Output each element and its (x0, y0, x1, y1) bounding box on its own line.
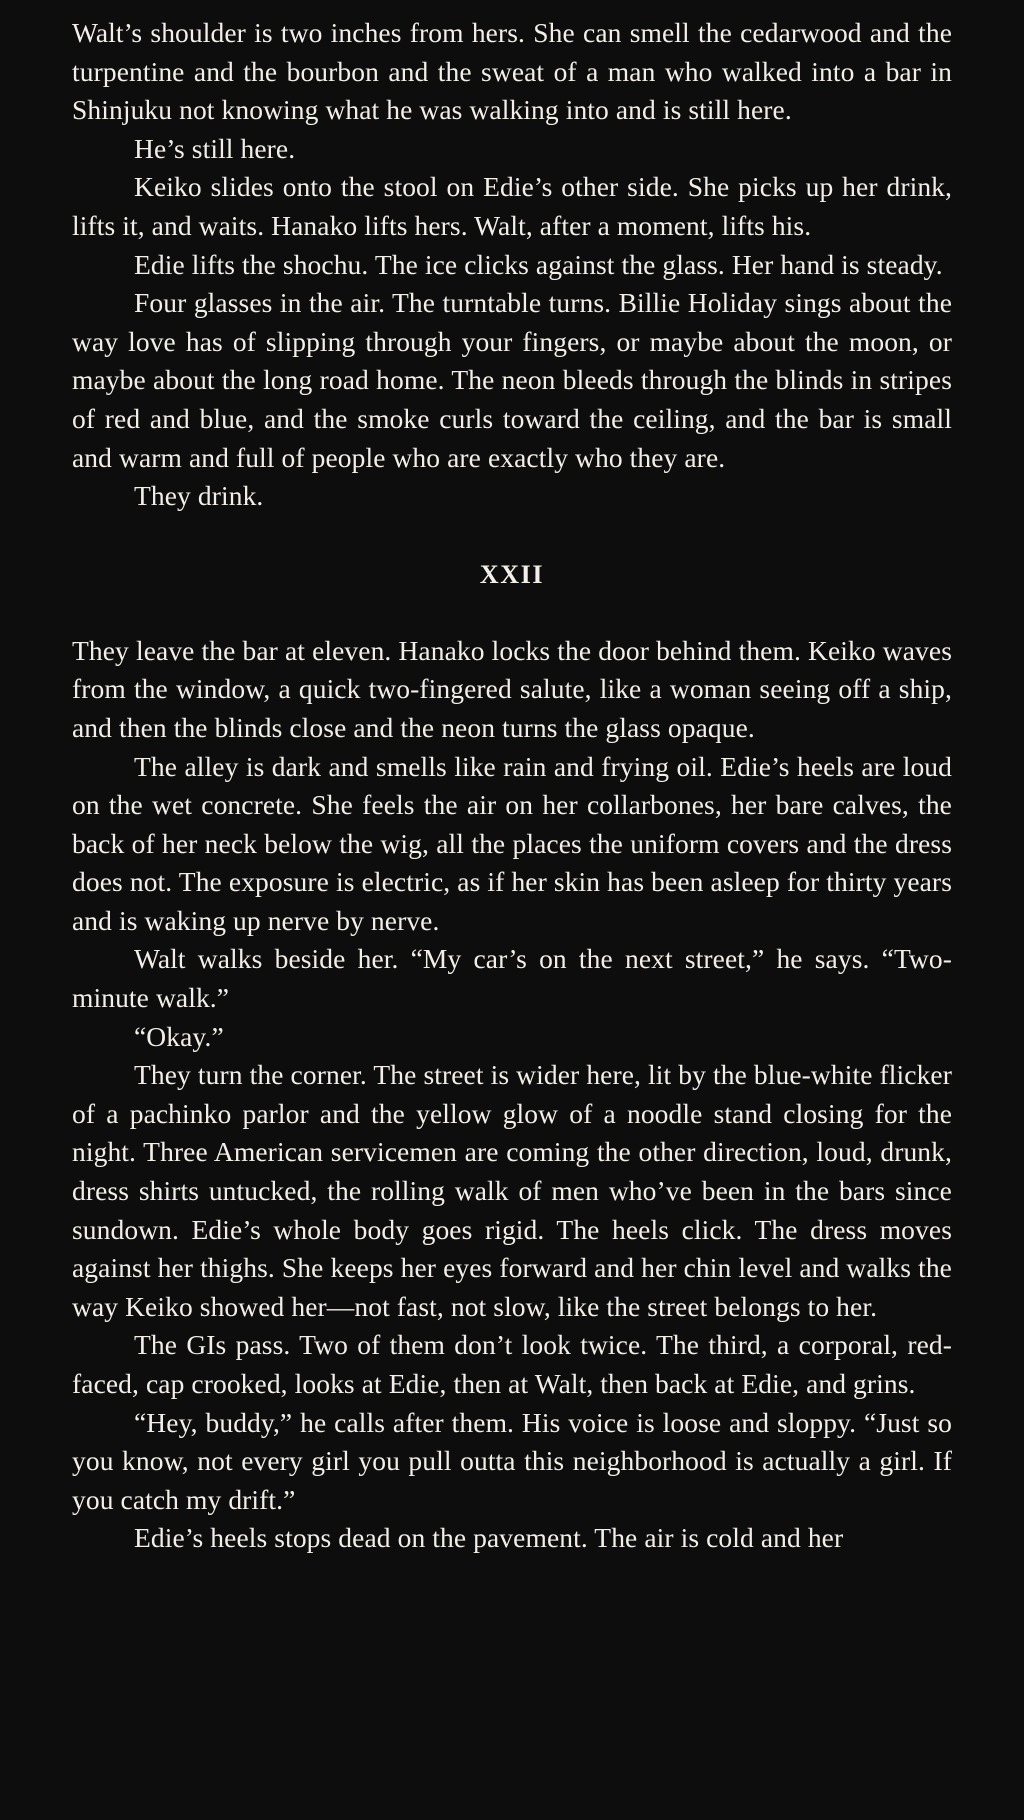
paragraph: Walt’s shoulder is two inches from hers. She can smell the cedarwood and the turpentine and the bourbon and the sweat of a man who walked into a bar in Shinjuku not knowing what he was walking into and is still here. (72, 17, 952, 126)
paragraph: Walt walks beside her. “My car’s on the next street,” he says. “Two-minute walk.” (72, 943, 952, 1014)
chapter-number-heading: XXII (479, 559, 545, 589)
section-two-body (72, 632, 952, 1558)
paragraph: “Hey, buddy,” he calls after them. His voice is loose and sloppy. “Just so you know, not every girl you pull outta this neighborhood is actually a girl. If you catch my drift.” (72, 1406, 952, 1515)
paragraph: Edie’s heels stops dead on the pavement. The air is cold and her (134, 1522, 844, 1554)
paragraph: They drink. (134, 480, 264, 512)
paragraph: The GIs pass. Two of them don’t look twice. The third, a corporal, red-faced, cap crooked, looks at Edie, then at Walt, then back at Edie, and grins. (72, 1329, 952, 1399)
paragraph: Edie lifts the shochu. The ice clicks against the glass. Her hand is steady. (134, 248, 943, 280)
paragraph: They leave the bar at eleven. Hanako locks the door behind them. Keiko waves from the window, a quick two-fingered salute, like a woman seeing off a ship, and then the blinds close and the neon turns the glass opaque. (72, 634, 952, 743)
section-one-body (72, 14, 952, 516)
paragraph: They turn the corner. The street is wider here, lit by the blue-white flicker of a pachinko parlor and the yellow glow of a noodle stand closing for the night. Three American servicemen are coming the other direction, loud, drunk, dress shirts untucked, the rolling walk of men who’ve been in the bars since sundown. Edie’s whole body goes rigid. The heels click. The dress moves against her thighs. She keeps her eyes forward and her chin level and walks the way Keiko showed her—not fast, not slow, like the street belongs to her. (72, 1059, 952, 1322)
paragraph: “Okay.” (134, 1020, 224, 1052)
paragraph: Keiko slides onto the stool on Edie’s other side. She picks up her drink, lifts it, and waits. Hanako lifts hers. Walt, after a moment, lifts his. (72, 171, 952, 241)
paragraph: He’s still here. (134, 132, 296, 164)
paragraph: The alley is dark and smells like rain and frying oil. Edie’s heels are loud on the wet concrete. She feels the air on her collarbones, her bare calves, the back of her neck below the wig, all the places the uniform covers and the dress does not. The exposure is electric, as if her skin has been asleep for thirty years and is waking up nerve by nerve. (72, 750, 952, 936)
paragraph: Four glasses in the air. The turntable turns. Billie Holiday sings about the way love has of slipping through your fingers, or maybe about the moon, or maybe about the long road home. The neon bleeds through the blinds in stripes of red and blue, and the smoke curls toward the ceiling, and the bar is small and warm and full of people who are exactly who they are. (72, 287, 952, 473)
